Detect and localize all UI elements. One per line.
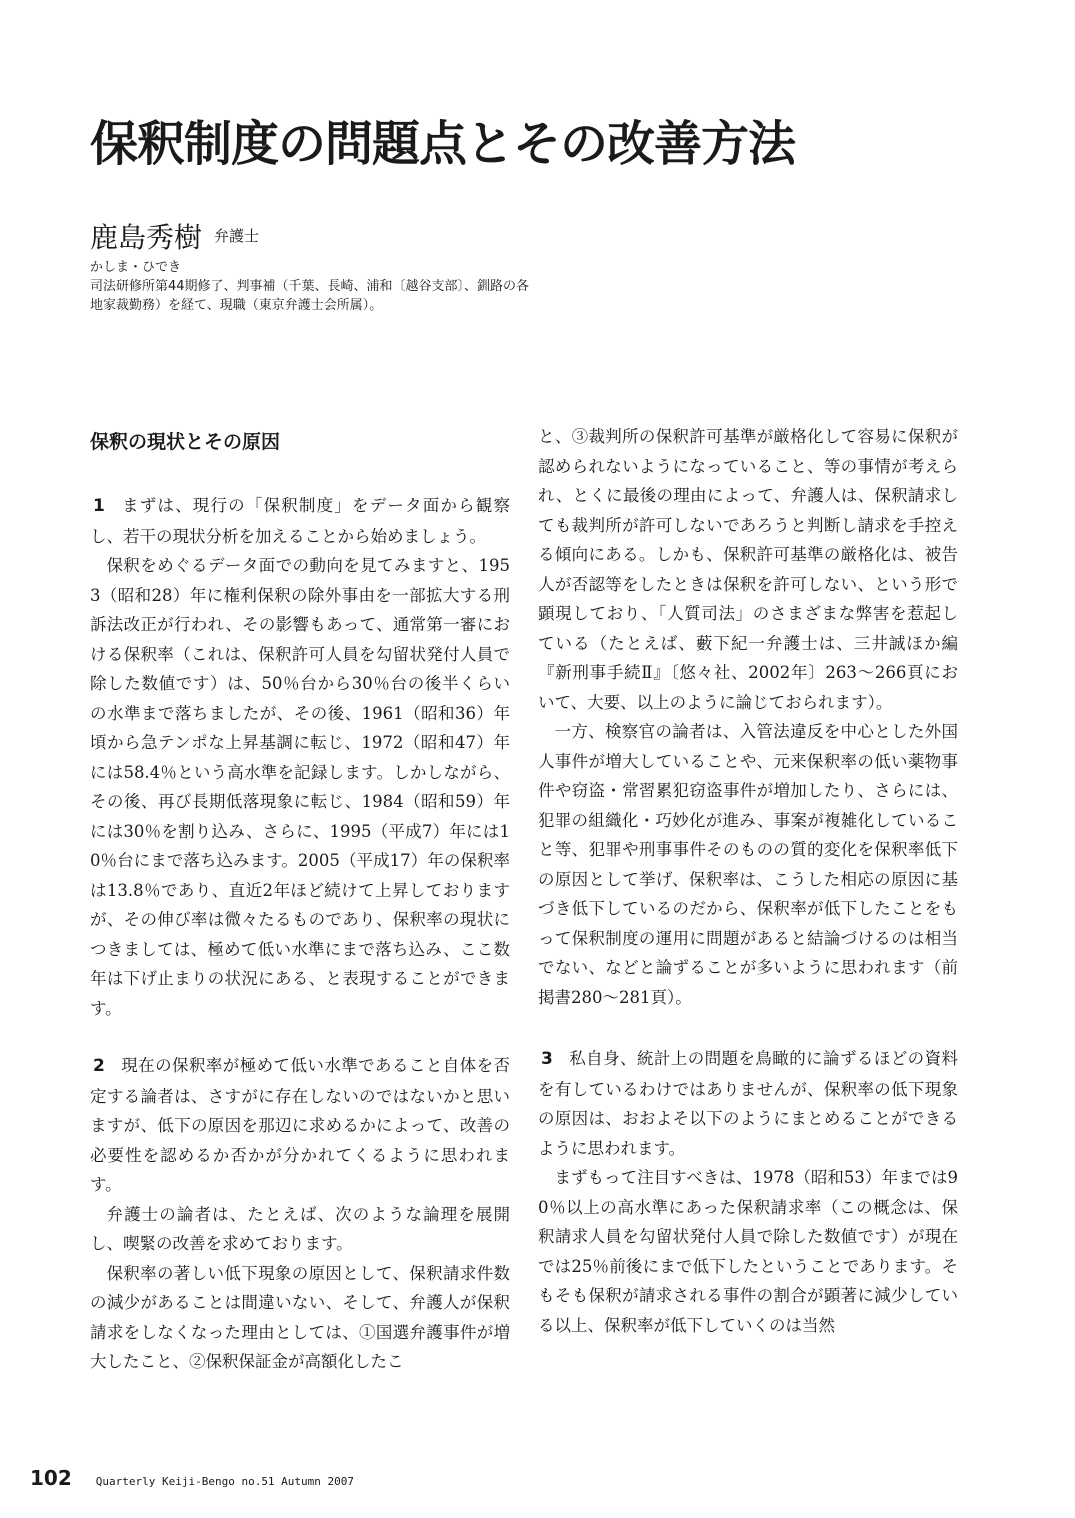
paragraph: 保釈をめぐるデータ面での動向を見てみますと、1953（昭和28）年に権利保釈の除外事由を一部拡大する刑訴法改正が行われ、その影響もあって、通常第一審における保釈率（これは、保釈許可人員を勾留状発付人員で除した数値です）は、50％台から30％台の後半くらいの水準まで落ちましたが、その後、1961（昭和36）年頃から急テンポな上昇基調に転じ、1972（昭和47）年には58.4％という高水準を記録します。しかしながら、その後、再び長期低落現象に転じ、1984（昭和59）年には30％を割り込み、さらに、1995（平成7）年には10％台にまで落ち込みます。2005（平成17）年の保釈率は13.8％であり、直近2年ほど続けて上昇しておりますが、その伸び率は微々たるものであり、保釈率の現状につきましては、極めて低い水準にまで落ち込み、ここ数年は下げ止まりの状況にある、と表現することができます。 — [90, 556, 510, 1018]
journal-name: Quarterly Keiji-Bengo no.51 Autumn 2007 — [95, 1475, 355, 1488]
section-2-paragraph — [90, 1051, 510, 1200]
page-number: 102 — [30, 1466, 72, 1490]
right-column — [538, 422, 958, 1340]
author-name: 鹿島秀樹 — [90, 221, 203, 254]
section-3-number: 3 — [541, 1049, 553, 1069]
article-title: 保釈制度の問題点とその改善方法 — [90, 116, 796, 172]
author-role: 弁護士 — [214, 227, 260, 245]
section-3-paragraph — [538, 1044, 958, 1163]
paragraph: と、③裁判所の保釈許可基準が厳格化して容易に保釈が認められないようになっていること、等の事情が考えられ、とくに最後の理由によって、弁護人は、保釈請求しても裁判所が許可しないであろうと判断し請求を手控える傾向にある。しかも、保釈許可基準の厳格化は、被告人が否認等をしたときは保釈を許可しない、という形で顕現しており、「人質司法」のさまざまな弊害を惹起している（たとえば、藪下紀一弁護士は、三井誠ほか編『新刑事手続Ⅱ』〔悠々社、2002年〕263〜266頁において、大要、以上のように論じておられます）。 — [538, 427, 958, 712]
author-line — [90, 218, 259, 258]
paragraph: 保釈率の著しい低下現象の原因として、保釈請求件数の減少があることは間違いない、そして、弁護人が保釈請求をしなくなった理由としては、①国選弁護事件が増大したこと、②保釈保証金が高額化したこ — [90, 1263, 510, 1371]
section-1-number: 1 — [93, 496, 105, 516]
author-bio — [90, 258, 540, 315]
left-column — [90, 422, 510, 1377]
paragraph-text: 私自身、統計上の問題を鳥瞰的に論ずるほどの資料を有しているわけではありませんが、保釈率の低下現象の原因は、おおよそ以下のようにまとめることができるように思われます。 — [538, 1049, 958, 1158]
page-footer — [30, 1466, 354, 1490]
section-1-paragraph — [90, 491, 510, 551]
paragraph: 弁護士の論者は、たとえば、次のような論理を展開し、喫緊の改善を求めております。 — [90, 1204, 510, 1253]
section-2-number: 2 — [93, 1056, 105, 1076]
paragraph-text: まずは、現行の「保釈制度」をデータ面から観察し、若干の現状分析を加えることから始めましょう。 — [90, 496, 510, 546]
author-reading: かしま・ひでき — [90, 260, 182, 275]
paragraph: まずもって注目すべきは、1978（昭和53）年までは90％以上の高水準にあった保釈請求率（この概念は、保釈請求人員を勾留状発付人員で除した数値です）が現在では25％前後にまで低下したということであります。そもそも保釈が請求される事件の割合が顕著に減少している以上、保釈率が低下していくのは当然 — [538, 1168, 958, 1335]
author-career: 司法研修所第44期修了、判事補（千葉、長崎、浦和〔越谷支部〕、釧路の各地家裁勤務）を経て、現職（東京弁護士会所属）。 — [90, 279, 530, 313]
paragraph: 一方、検察官の論者は、入管法違反を中心とした外国人事件が増大していることや、元来保釈率の低い薬物事件や窃盗・常習累犯窃盗事件が増加したり、さらには、犯罪の組織化・巧妙化が進み、事案が複雑化していること等、犯罪や刑事事件そのものの質的変化を保釈率低下の原因として挙げ、保釈率は、こうした相応の原因に基づき低下しているのだから、保釈率が低下したことをもって保釈制度の運用に問題があると結論づけるのは相当でない、などと論ずることが多いように思われます（前掲書280〜281頁）。 — [538, 722, 958, 1007]
section-heading: 保釈の現状とその原因 — [90, 431, 281, 453]
paragraph-text: 現在の保釈率が極めて低い水準であること自体を否定する論者は、さすがに存在しないのではないかと思いますが、低下の原因を那辺に求めるかによって、改善の必要性を認めるか否かが分かれてくるように思われます。 — [90, 1056, 510, 1194]
